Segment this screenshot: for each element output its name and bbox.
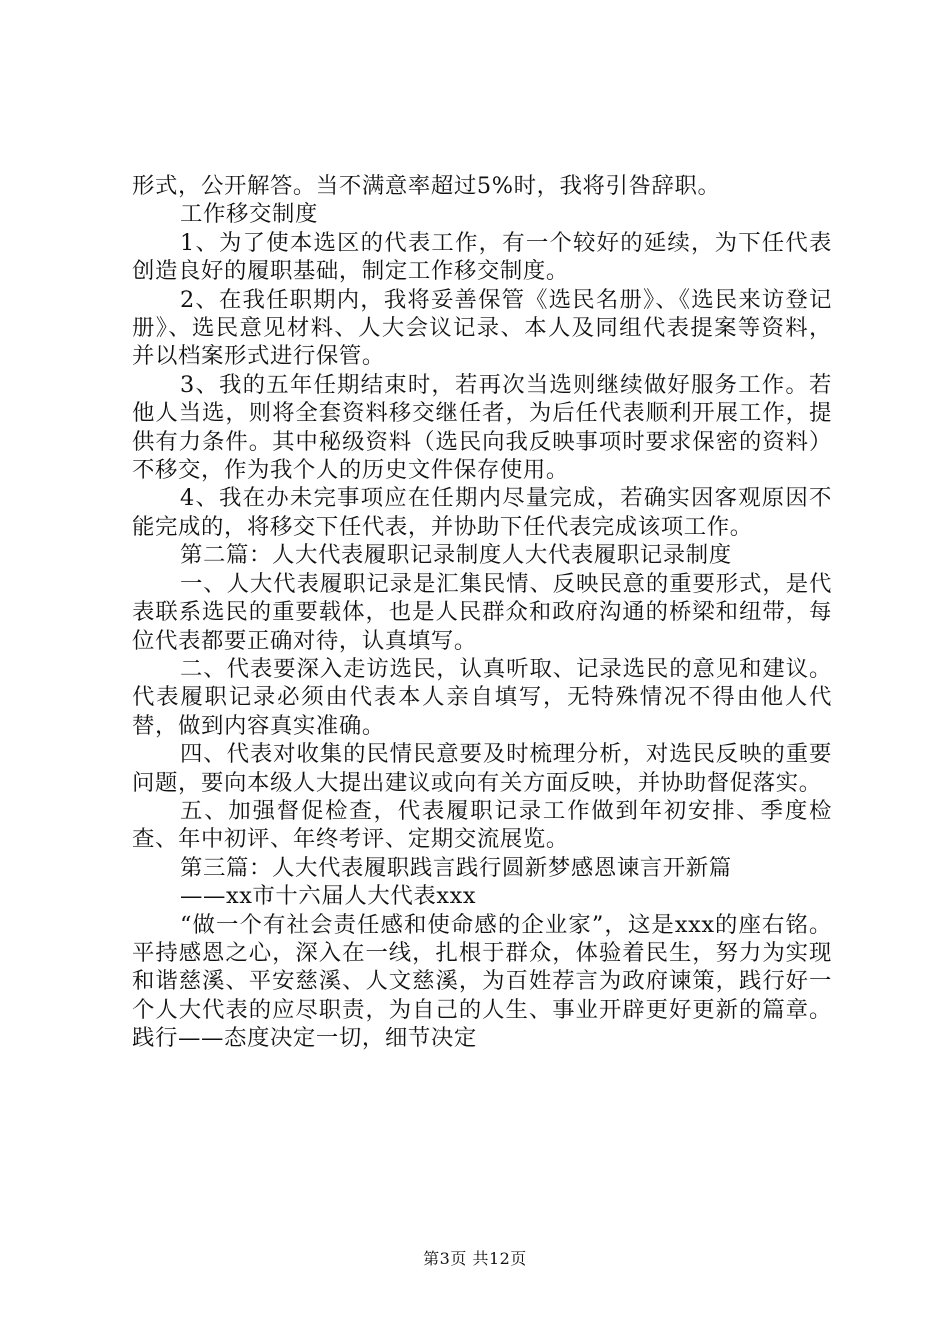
chapter-two-heading: 第二篇：人大代表履职记录制度人大代表履职记录制度	[180, 542, 732, 569]
document-body	[132, 172, 832, 1053]
chapter-three-heading: 第三篇：人大代表履职践言践行圆新梦感恩谏言开新篇	[180, 854, 732, 881]
paragraph-section-one: 一、人大代表履职记录是汇集民情、反映民意的重要形式，是代表联系选民的重要载体，也是人民群众和政府沟通的桥梁和纽带，每位代表都要正确对待，认真填写。	[132, 570, 832, 654]
paragraph-item-2: 2、在我任职期内，我将妥善保管《选民名册》、《选民来访登记册》、选民意见材料、人大会议记录、本人及同组代表提案等资料，并以档案形式进行保管。	[132, 286, 832, 370]
paragraph-section-two: 二、代表要深入走访选民，认真听取、记录选民的意见和建议。代表履职记录必须由代表本人亲自填写，无特殊情况不得由他人代替，做到内容真实准确。	[132, 655, 832, 739]
paragraph-item-4: 4、我在办未完事项应在任期内尽量完成，若确实因客观原因不能完成的，将移交下任代表，并协助下任代表完成该项工作。	[132, 485, 832, 540]
paragraph-motto: “做一个有社会责任感和使命感的企业家”，这是xxx的座右铭。平持感恩之心，深入在一线，扎根于群众，体验着民生，努力为实现和谐慈溪、平安慈溪、人文慈溪，为百姓荐言为政府谏策，践行好一个人大代表的应尽职责，为自己的人生、事业开辟更好更新的篇章。践行——态度决定一切，细节决定	[132, 911, 832, 1052]
paragraph-item-1: 1、为了使本选区的代表工作，有一个较好的延续，为下任代表创造良好的履职基础，制定工作移交制度。	[132, 229, 832, 285]
chapter-three-subtitle: ——xx市十六届人大代表xxx	[180, 883, 477, 910]
paragraph-section-five: 五、加强督促检查，代表履职记录工作做到年初安排、季度检查、年中初评、年终考评、定期交流展览。	[132, 797, 832, 853]
section-heading-work-handover: 工作移交制度	[180, 201, 318, 228]
paragraph-1: 形式，公开解答。当不满意率超过5%时，我将引咎辞职。	[132, 173, 721, 199]
paragraph-section-four: 四、代表对收集的民情民意要及时梳理分析，对选民反映的重要问题，要向本级人大提出建议或向有关方面反映，并协助督促落实。	[132, 741, 832, 796]
page-number-footer: 第3页 共12页	[423, 1249, 527, 1268]
paragraph-item-3: 3、我的五年任期结束时，若再次当选则继续做好服务工作。若他人当选，则将全套资料移交继任者，为后任代表顺利开展工作，提供有力条件。其中秘级资料（选民向我反映事项时要求保密的资料）不移交，作为我个人的历史文件保存使用。	[132, 371, 832, 484]
